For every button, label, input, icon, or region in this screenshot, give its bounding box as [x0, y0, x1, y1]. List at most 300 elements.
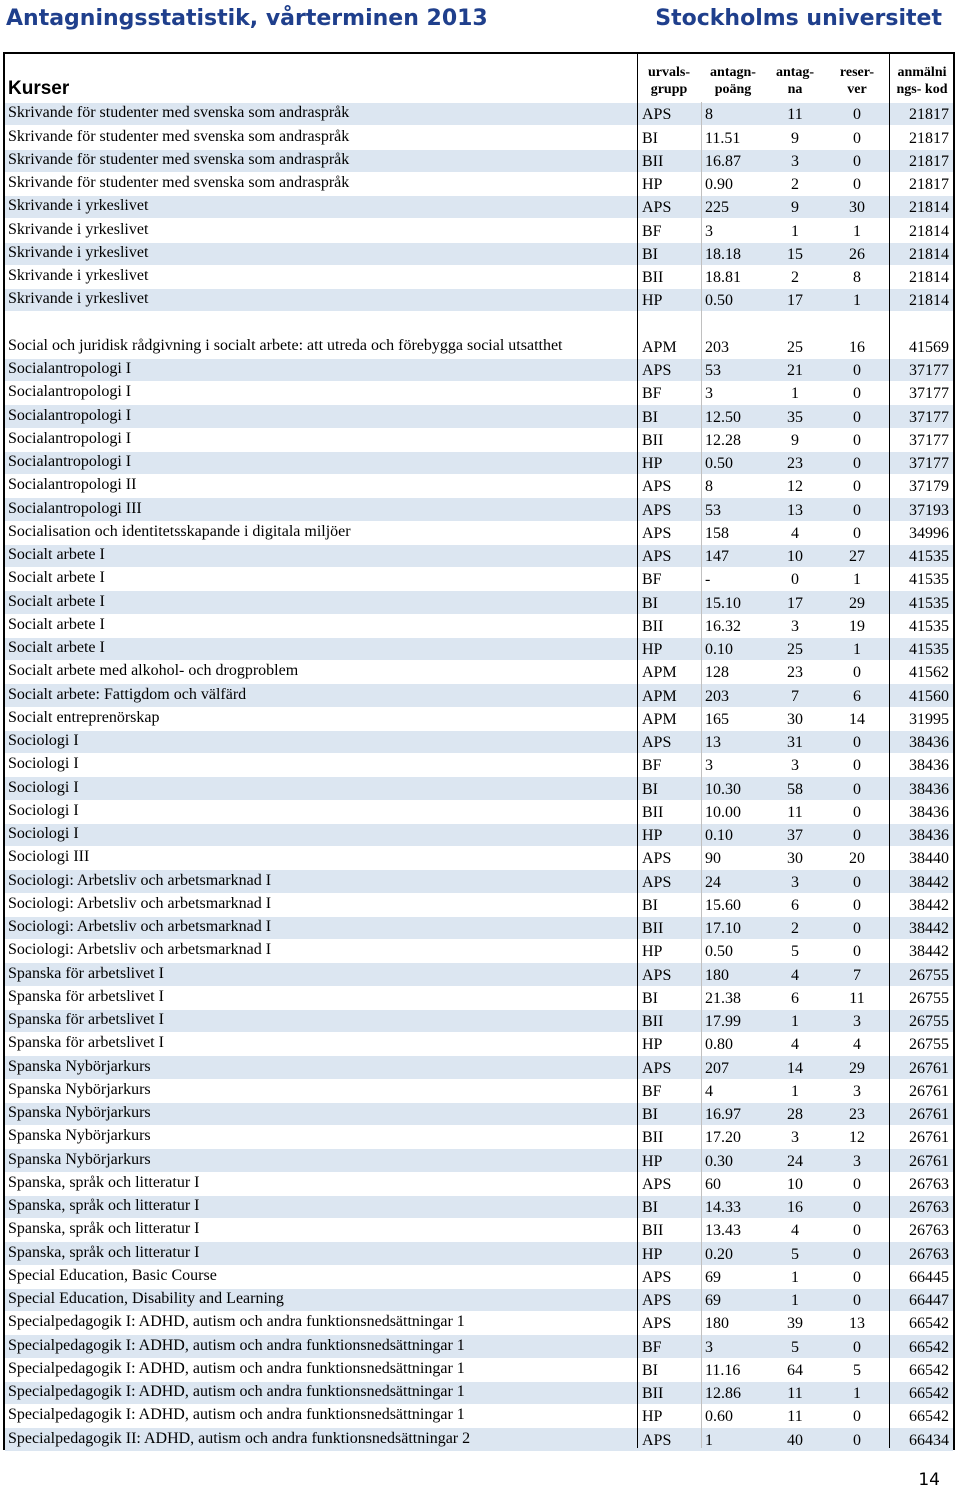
admitted-count: 25 [787, 641, 803, 658]
course-name: Spanska för arbetslivet I [8, 1034, 164, 1052]
selection-group: APS [642, 1059, 672, 1077]
application-code: 21817 [909, 152, 949, 170]
admitted-count: 2 [791, 176, 799, 193]
admitted-count: 12 [787, 478, 803, 496]
course-name: Specialpedagogik I: ADHD, autism och andra funktionsnedsättningar 1 [8, 1313, 465, 1331]
reserve-count: 3 [853, 1082, 861, 1100]
reserve-count: 8 [853, 269, 861, 286]
course-name: Spanska Nybörjarkurs [8, 1150, 151, 1168]
selection-group: BII [642, 1222, 664, 1240]
reserve-count: 27 [849, 548, 865, 565]
admitted-count: 3 [791, 1129, 799, 1147]
column-divider [701, 102, 702, 1448]
reserve-count: 3 [853, 1152, 861, 1170]
admitted-count: 30 [787, 850, 803, 868]
course-name: Skrivande för studenter med svenska som andraspråk [8, 104, 350, 122]
admission-score: 21.38 [705, 989, 741, 1007]
reserve-count: 1 [853, 222, 861, 240]
selection-group: HP [642, 827, 663, 844]
table-row [5, 218, 953, 241]
course-name: Socialantropologi I [8, 383, 132, 401]
reserve-count: 1 [853, 641, 861, 658]
reserve-count: 0 [853, 501, 861, 519]
selection-group: HP [642, 176, 663, 193]
reserve-count: 0 [853, 408, 861, 426]
table-row [5, 311, 953, 358]
reserve-count: 0 [853, 827, 861, 844]
admission-score: 3 [705, 1338, 713, 1356]
table-row [5, 893, 953, 916]
application-code: 26763 [909, 1222, 949, 1240]
admitted-count: 1 [791, 1268, 799, 1286]
selection-group: BF [642, 222, 662, 240]
application-code: 26763 [909, 1175, 949, 1193]
selection-group: BI [642, 989, 658, 1007]
application-code: 26761 [909, 1082, 949, 1100]
table-row [5, 823, 953, 846]
table-row [5, 1334, 953, 1357]
admission-score: 14.33 [705, 1199, 741, 1216]
application-code: 21814 [909, 199, 949, 217]
page-number: 14 [918, 1470, 940, 1490]
selection-group: BF [642, 385, 662, 403]
admitted-count: 39 [787, 1315, 803, 1333]
application-code: 21817 [909, 176, 949, 193]
table-row [5, 125, 953, 148]
admitted-count: 14 [787, 1059, 803, 1077]
table-row [5, 916, 953, 939]
admission-score: 3 [705, 222, 713, 240]
admission-score: 18.81 [705, 269, 741, 286]
selection-group: APS [642, 1175, 672, 1193]
selection-group: APM [642, 664, 677, 682]
reserve-count: 0 [853, 106, 861, 124]
course-name: Sociologi: Arbetsliv och arbetsmarknad I [8, 871, 272, 889]
application-code: 38442 [909, 920, 949, 937]
course-name: Skrivande i yrkeslivet [8, 197, 149, 215]
selection-group: BI [642, 1106, 658, 1123]
admission-score: 8 [705, 478, 713, 496]
course-name: Specialpedagogik I: ADHD, autism och andra funktionsnedsättningar 1 [8, 1336, 465, 1354]
admitted-count: 11 [787, 106, 803, 124]
application-code: 37193 [909, 501, 949, 519]
selection-group: APS [642, 362, 672, 379]
selection-group: APS [642, 873, 672, 891]
admission-score: 0.60 [705, 1408, 733, 1426]
reserve-count: 0 [853, 431, 861, 449]
selection-group: APM [642, 710, 677, 728]
selection-group: APS [642, 1431, 672, 1449]
course-name: Spanska, språk och litteratur I [8, 1220, 200, 1238]
admission-score: 0.80 [705, 1036, 733, 1054]
admission-score: 225 [705, 199, 729, 217]
reserve-count: 0 [853, 896, 861, 914]
course-name: Socialantropologi III [8, 499, 142, 517]
admitted-count: 10 [787, 1175, 803, 1193]
admitted-count: 28 [787, 1106, 803, 1123]
course-name: Spanska Nybörjarkurs [8, 1080, 151, 1098]
course-name: Sociologi: Arbetsliv och arbetsmarknad I [8, 918, 272, 935]
table-row [5, 567, 953, 590]
table-row [5, 986, 953, 1009]
reserve-count: 0 [853, 152, 861, 170]
admitted-count: 40 [787, 1431, 803, 1449]
admission-score: 0.10 [705, 827, 733, 844]
course-name: Specialpedagogik I: ADHD, autism och andra funktionsnedsättningar 1 [8, 1359, 465, 1377]
col-header-reserver: reser- ver [839, 65, 875, 97]
application-code: 34996 [909, 524, 949, 542]
course-name: Spanska Nybörjarkurs [8, 1057, 151, 1075]
reserve-count: 0 [853, 1268, 861, 1286]
reserve-count: 12 [849, 1129, 865, 1147]
course-name: Skrivande för studenter med svenska som andraspråk [8, 150, 350, 168]
reserve-count: 0 [853, 1222, 861, 1240]
course-name: Socialt arbete I [8, 592, 105, 610]
table-row [5, 1218, 953, 1241]
course-name: Special Education, Basic Course [8, 1266, 217, 1284]
reserve-count: 16 [849, 338, 865, 356]
table-row [5, 730, 953, 753]
reserve-count: 0 [853, 803, 861, 821]
application-code: 38436 [909, 757, 949, 775]
application-code: 26755 [909, 1036, 949, 1054]
reserve-count: 4 [853, 1036, 861, 1054]
table-row [5, 544, 953, 567]
course-name: Specialpedagogik I: ADHD, autism och andra funktionsnedsättningar 1 [8, 1406, 465, 1424]
reserve-count: 0 [853, 362, 861, 379]
selection-group: APS [642, 524, 672, 542]
column-divider [889, 54, 890, 1448]
reserve-count: 0 [853, 1431, 861, 1449]
table-row [5, 1404, 953, 1427]
reserve-count: 19 [849, 617, 865, 635]
admitted-count: 2 [791, 269, 799, 286]
admitted-count: 4 [791, 524, 799, 542]
selection-group: HP [642, 943, 663, 961]
selection-group: APS [642, 548, 672, 565]
admission-score: 1 [705, 1431, 713, 1449]
application-code: 26761 [909, 1106, 949, 1123]
selection-group: BII [642, 920, 664, 937]
course-name: Skrivande i yrkeslivet [8, 243, 149, 261]
admission-score: 16.97 [705, 1106, 741, 1123]
admission-score: 13 [705, 734, 721, 751]
application-code: 37177 [909, 385, 949, 403]
course-name: Socialt entreprenörskap [8, 708, 160, 726]
admission-score: 17.99 [705, 1013, 741, 1030]
table-row [5, 451, 953, 474]
application-code: 66445 [909, 1268, 949, 1286]
table-row [5, 869, 953, 892]
reserve-count: 0 [853, 757, 861, 775]
application-code: 38436 [909, 780, 949, 798]
selection-group: HP [642, 1408, 663, 1426]
reserve-count: 0 [853, 176, 861, 193]
selection-group: APS [642, 1315, 672, 1333]
reserve-count: 23 [849, 1106, 865, 1123]
application-code: 66434 [909, 1431, 949, 1449]
admission-score: 147 [705, 548, 729, 565]
selection-group: BII [642, 1013, 664, 1030]
table-row [5, 288, 953, 311]
course-name: Skrivande i yrkeslivet [8, 290, 149, 308]
selection-group: BF [642, 1338, 662, 1356]
course-name: Socialantropologi I [8, 453, 132, 470]
course-name: Skrivande i yrkeslivet [8, 267, 149, 284]
application-code: 38442 [909, 873, 949, 891]
table-row [5, 102, 953, 125]
admitted-count: 5 [791, 943, 799, 961]
application-code: 37177 [909, 408, 949, 426]
admitted-count: 31 [787, 734, 803, 751]
admitted-count: 11 [787, 803, 803, 821]
reserve-count: 29 [849, 594, 865, 612]
admission-score: 53 [705, 362, 721, 379]
admitted-count: 24 [787, 1152, 803, 1170]
admission-score: 15.10 [705, 594, 741, 612]
admission-score: 165 [705, 710, 729, 728]
course-name: Socialisation och identitetsskapande i digitala miljöer [8, 522, 351, 540]
course-name: Spanska, språk och litteratur I [8, 1173, 200, 1191]
admitted-count: 9 [791, 431, 799, 449]
admitted-count: 3 [791, 757, 799, 775]
reserve-count: 5 [853, 1361, 861, 1379]
admission-score: 3 [705, 385, 713, 403]
reserve-count: 20 [849, 850, 865, 868]
admitted-count: 30 [787, 710, 803, 728]
table-row [5, 614, 953, 637]
admission-score: 11.51 [705, 129, 741, 147]
admitted-count: 16 [787, 1199, 803, 1216]
course-name: Sociologi I [8, 732, 79, 749]
admitted-count: 1 [791, 1292, 799, 1309]
application-code: 41535 [909, 641, 949, 658]
table-row [5, 1311, 953, 1334]
reserve-count: 1 [853, 292, 861, 310]
selection-group: BII [642, 617, 664, 635]
table-row [5, 195, 953, 218]
admission-table [3, 52, 955, 1450]
admitted-count: 35 [787, 408, 803, 426]
table-row [5, 358, 953, 381]
table-row [5, 637, 953, 660]
application-code: 66542 [909, 1315, 949, 1333]
admitted-count: 4 [791, 966, 799, 984]
course-name: Sociologi I [8, 778, 79, 796]
course-name: Socialantropologi II [8, 476, 137, 494]
selection-group: BI [642, 129, 658, 147]
reserve-count: 14 [849, 710, 865, 728]
col-header-antagningspoang: antagn- poäng [710, 65, 756, 97]
application-code: 66542 [909, 1361, 949, 1379]
reserve-count: 0 [853, 524, 861, 542]
table-row [5, 1288, 953, 1311]
course-name: Socialt arbete med alkohol- och drogproblem [8, 662, 299, 680]
admitted-count: 9 [791, 129, 799, 147]
admission-score: 0.50 [705, 943, 733, 961]
application-code: 41535 [909, 594, 949, 612]
application-code: 37177 [909, 362, 949, 379]
reserve-count: 0 [853, 1199, 861, 1216]
admitted-count: 0 [791, 571, 799, 589]
reserve-count: 26 [849, 245, 865, 263]
application-code: 37177 [909, 455, 949, 472]
course-name: Spanska, språk och litteratur I [8, 1243, 200, 1261]
admission-score: 0.90 [705, 176, 733, 193]
col-header-anmalningskod: anmälni ngs- kod [896, 65, 948, 97]
selection-group: BI [642, 1199, 658, 1216]
reserve-count: 7 [853, 966, 861, 984]
selection-group: BII [642, 431, 664, 449]
reserve-count: 0 [853, 664, 861, 682]
table-row [5, 1241, 953, 1264]
selection-group: BI [642, 1361, 658, 1379]
application-code: 41535 [909, 571, 949, 589]
table-row [5, 1195, 953, 1218]
selection-group: APS [642, 199, 672, 217]
selection-group: APS [642, 106, 672, 124]
table-row [5, 1125, 953, 1148]
application-code: 21817 [909, 129, 949, 147]
reserve-count: 0 [853, 920, 861, 937]
admission-score: 180 [705, 966, 729, 984]
application-code: 21814 [909, 245, 949, 263]
reserve-count: 0 [853, 129, 861, 147]
selection-group: BI [642, 780, 658, 798]
course-name: Specialpedagogik II: ADHD, autism och andra funktionsnedsättningar 2 [8, 1429, 471, 1447]
reserve-count: 29 [849, 1059, 865, 1077]
application-code: 38440 [909, 850, 949, 868]
table-row [5, 149, 953, 172]
selection-group: APS [642, 501, 672, 519]
reserve-count: 0 [853, 1408, 861, 1426]
table-row [5, 1381, 953, 1404]
table-row [5, 474, 953, 497]
application-code: 38436 [909, 827, 949, 844]
course-name: Spanska Nybörjarkurs [8, 1127, 151, 1145]
admitted-count: 1 [791, 222, 799, 240]
admission-score: 53 [705, 501, 721, 519]
document-title: Antagningsstatistik, vårterminen 2013 [6, 6, 488, 31]
admission-score: 158 [705, 524, 729, 542]
application-code: 26761 [909, 1059, 949, 1077]
admission-score: 12.28 [705, 431, 741, 449]
application-code: 21814 [909, 292, 949, 310]
table-row [5, 1265, 953, 1288]
course-name: Special Education, Disability and Learning [8, 1290, 284, 1307]
reserve-count: 3 [853, 1013, 861, 1030]
admitted-count: 37 [787, 827, 803, 844]
reserve-count: 13 [849, 1315, 865, 1333]
admission-score: 69 [705, 1268, 721, 1286]
table-row [5, 404, 953, 427]
selection-group: APM [642, 338, 677, 356]
table-row [5, 660, 953, 683]
reserve-count: 0 [853, 1175, 861, 1193]
admission-score: 15.60 [705, 896, 741, 914]
admission-score: 13.43 [705, 1222, 741, 1240]
selection-group: APS [642, 966, 672, 984]
course-name: Skrivande i yrkeslivet [8, 220, 149, 238]
admission-score: 10.00 [705, 803, 741, 821]
application-code: 31995 [909, 710, 949, 728]
table-row [5, 381, 953, 404]
table-row [5, 776, 953, 799]
admitted-count: 13 [787, 501, 803, 519]
table-row [5, 172, 953, 195]
admitted-count: 11 [787, 1385, 803, 1402]
table-row [5, 962, 953, 985]
admitted-count: 1 [791, 1082, 799, 1100]
selection-group: BII [642, 269, 664, 286]
reserve-count: 30 [849, 199, 865, 217]
course-name: Sociologi: Arbetsliv och arbetsmarknad I [8, 941, 272, 959]
application-code: 26755 [909, 989, 949, 1007]
selection-group: BF [642, 571, 662, 589]
application-code: 21814 [909, 269, 949, 286]
selection-group: HP [642, 455, 663, 472]
admission-score: - [705, 571, 711, 589]
col-header-kurser: Kurser [8, 78, 70, 99]
admitted-count: 17 [787, 594, 803, 612]
admission-score: 0.20 [705, 1245, 733, 1263]
selection-group: BF [642, 1082, 662, 1100]
admitted-count: 1 [791, 1013, 799, 1030]
application-code: 26761 [909, 1129, 949, 1147]
admission-score: 12.86 [705, 1385, 741, 1402]
table-row [5, 1032, 953, 1055]
reserve-count: 0 [853, 734, 861, 751]
application-code: 41562 [909, 664, 949, 682]
admission-score: 24 [705, 873, 721, 891]
application-code: 41560 [909, 687, 949, 705]
course-name: Spanska för arbetslivet I [8, 987, 164, 1005]
course-name: Sociologi I [8, 825, 79, 842]
admitted-count: 3 [791, 152, 799, 170]
selection-group: BF [642, 757, 662, 775]
table-row [5, 1427, 953, 1450]
admission-score: 16.32 [705, 617, 741, 635]
table-row [5, 242, 953, 265]
selection-group: APS [642, 1268, 672, 1286]
selection-group: BI [642, 896, 658, 914]
table-row [5, 707, 953, 730]
table-body [5, 102, 953, 1451]
course-name: Sociologi I [8, 755, 79, 773]
admission-score: 203 [705, 687, 729, 705]
admission-score: 4 [705, 1082, 713, 1100]
course-name: Specialpedagogik I: ADHD, autism och andra funktionsnedsättningar 1 [8, 1383, 465, 1400]
admitted-count: 5 [791, 1338, 799, 1356]
application-code: 26755 [909, 966, 949, 984]
application-code: 26761 [909, 1152, 949, 1170]
reserve-count: 6 [853, 687, 861, 705]
admitted-count: 5 [791, 1245, 799, 1263]
table-row [5, 1009, 953, 1032]
application-code: 41535 [909, 548, 949, 565]
reserve-count: 0 [853, 780, 861, 798]
selection-group: HP [642, 1036, 663, 1054]
table-row [5, 846, 953, 869]
application-code: 66542 [909, 1338, 949, 1356]
admitted-count: 17 [787, 292, 803, 310]
selection-group: APS [642, 850, 672, 868]
application-code: 37177 [909, 431, 949, 449]
application-code: 66542 [909, 1385, 949, 1402]
course-name: Socialt arbete I [8, 569, 105, 587]
page-header [0, 0, 960, 44]
selection-group: BII [642, 152, 664, 170]
